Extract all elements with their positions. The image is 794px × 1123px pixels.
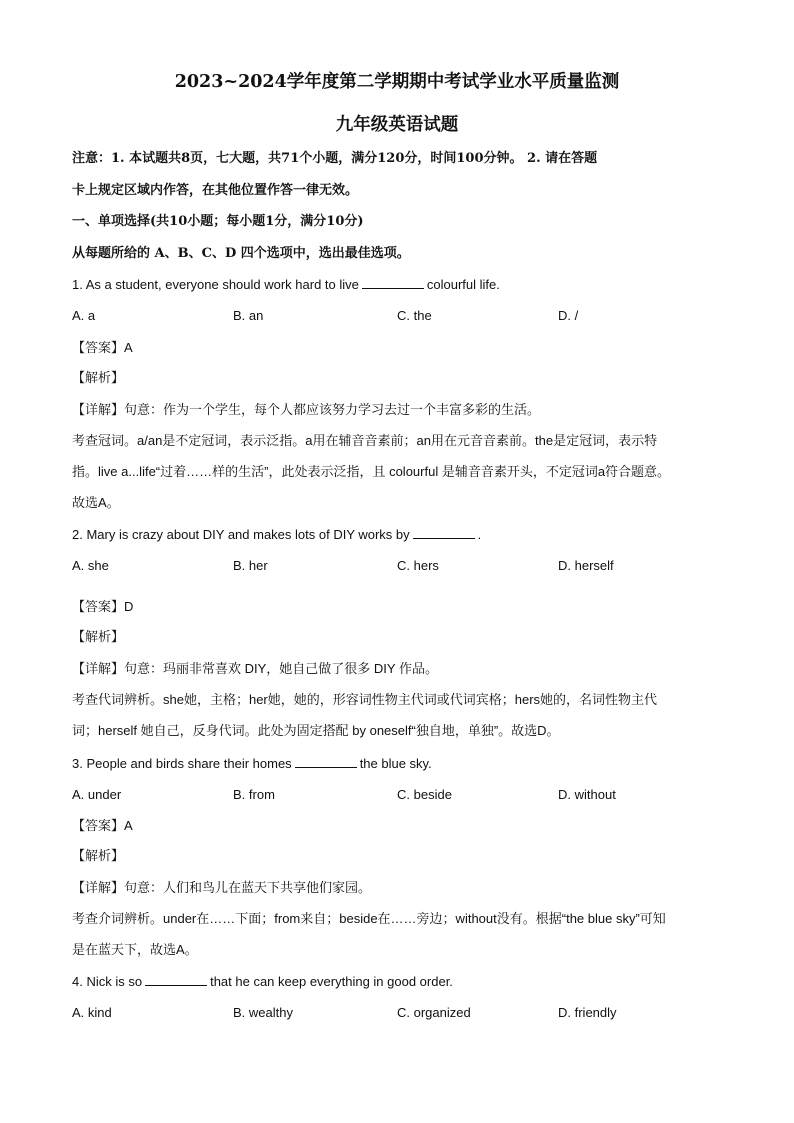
question-1-stem — [72, 276, 500, 294]
question-1-stem-after: colourful life. — [426, 277, 500, 292]
question-4-option-a: A. kind — [72, 1005, 112, 1020]
question-2-detail-2: 考查代词辨析。she她，主格；her她，她的，形容词性物主代词或代词宾格；hers她的，名词性物主代 — [72, 692, 658, 707]
question-2-detail-3: 词；herself 她自己，反身代词。此处为固定搭配 by oneself“独自地，单独”。故选D。 — [72, 723, 560, 738]
question-2-answer — [72, 598, 133, 617]
question-4-stem-before: 4. Nick is so — [72, 974, 143, 989]
question-1-analysis-label: 【解析】 — [72, 371, 125, 386]
answer-blank — [362, 276, 424, 289]
question-1-detail-4: 故选A。 — [72, 495, 120, 510]
section-instruction: 从每题所给的 A、B、C、D 四个选项中，选出最佳选项。 — [72, 246, 410, 261]
question-3-option-a: A. under — [72, 787, 122, 802]
question-1-detail-2: 考查冠词。a/an是不定冠词，表示泛指。a用在辅音音素前；an用在元音音素前。the是定冠词，表示特 — [72, 433, 658, 448]
question-4-stem — [72, 973, 453, 991]
question-3-detail-3: 是在蓝天下，故选A。 — [72, 942, 198, 957]
question-3-analysis-label: 【解析】 — [72, 849, 125, 864]
answer-value: A — [124, 818, 133, 833]
question-1-detail-3: 指。live a...life“过着……样的生活”，此处表示泛指，且 colourful 是辅音音素开头，不定冠词a符合题意。 — [72, 464, 671, 479]
question-3-detail-1 — [72, 879, 371, 898]
answer-value: D — [124, 599, 134, 614]
question-3-option-c: C. beside — [397, 787, 452, 802]
detail-text: 句意：人们和鸟儿在蓝天下共享他们家园。 — [124, 880, 372, 895]
question-3-stem-before: 3. People and birds share their homes — [72, 756, 292, 771]
page-title: 2023~2024学年度第二学期期中考试学业水平质量监测 — [174, 72, 620, 92]
section-heading: 一、单项选择(共10小题；每小题1分，满分10分) — [72, 214, 364, 229]
question-1-detail-1 — [72, 401, 540, 420]
question-2-stem-before: 2. Mary is crazy about DIY and makes lots of DIY works by — [72, 527, 410, 542]
detail-text: 句意：玛丽非常喜欢 DIY，她自己做了很多 DIY 作品。 — [124, 661, 438, 676]
question-4-stem-after: that he can keep everything in good order. — [210, 974, 453, 989]
question-4-option-d: D. friendly — [558, 1005, 617, 1020]
question-2-option-d: D. herself — [558, 558, 614, 573]
question-3-stem-after: the blue sky. — [359, 756, 432, 771]
question-1-stem-before: 1. As a student, everyone should work hard to live — [72, 277, 359, 292]
detail-label: 【详解】 — [72, 662, 125, 677]
notice-line-1: 注意：1. 本试题共8页，七大题，共71个小题，满分120分，时间100分钟。 2. 请在答题 — [72, 151, 598, 166]
page-subtitle: 九年级英语试题 — [335, 115, 459, 135]
question-3-detail-2: 考查介词辨析。under在……下面；from来自；beside在……旁边；without没有。根据“the blue sky”可知 — [72, 911, 666, 926]
question-2-option-c: C. hers — [397, 558, 439, 573]
answer-value: A — [124, 340, 133, 355]
answer-label: 【答案】 — [72, 600, 125, 615]
question-1-option-a: A. a — [72, 308, 96, 323]
answer-blank — [145, 973, 207, 986]
question-3-stem — [72, 755, 432, 773]
detail-text: 句意：作为一个学生，每个人都应该努力学习去过一个丰富多彩的生活。 — [124, 402, 541, 417]
question-1-option-d: D. / — [558, 308, 579, 323]
question-1-option-c: C. the — [397, 308, 432, 323]
answer-blank — [295, 755, 357, 768]
question-2-option-b: B. her — [233, 558, 268, 573]
question-1-answer — [72, 339, 133, 358]
question-3-option-b: B. from — [233, 787, 275, 802]
question-4-option-b: B. wealthy — [233, 1005, 293, 1020]
answer-label: 【答案】 — [72, 819, 125, 834]
question-3-answer — [72, 817, 133, 836]
question-2-stem — [72, 526, 481, 544]
question-2-stem-after: . — [477, 527, 482, 542]
notice-line-2: 卡上规定区域内作答，在其他位置作答一律无效。 — [72, 183, 359, 198]
question-2-analysis-label: 【解析】 — [72, 630, 125, 645]
detail-label: 【详解】 — [72, 403, 125, 418]
question-1-option-b: B. an — [233, 308, 264, 323]
answer-blank — [413, 526, 475, 539]
question-4-option-c: C. organized — [397, 1005, 471, 1020]
question-2-detail-1 — [72, 660, 438, 679]
detail-label: 【详解】 — [72, 881, 125, 896]
answer-label: 【答案】 — [72, 341, 125, 356]
question-2-option-a: A. she — [72, 558, 109, 573]
question-3-option-d: D. without — [558, 787, 616, 802]
